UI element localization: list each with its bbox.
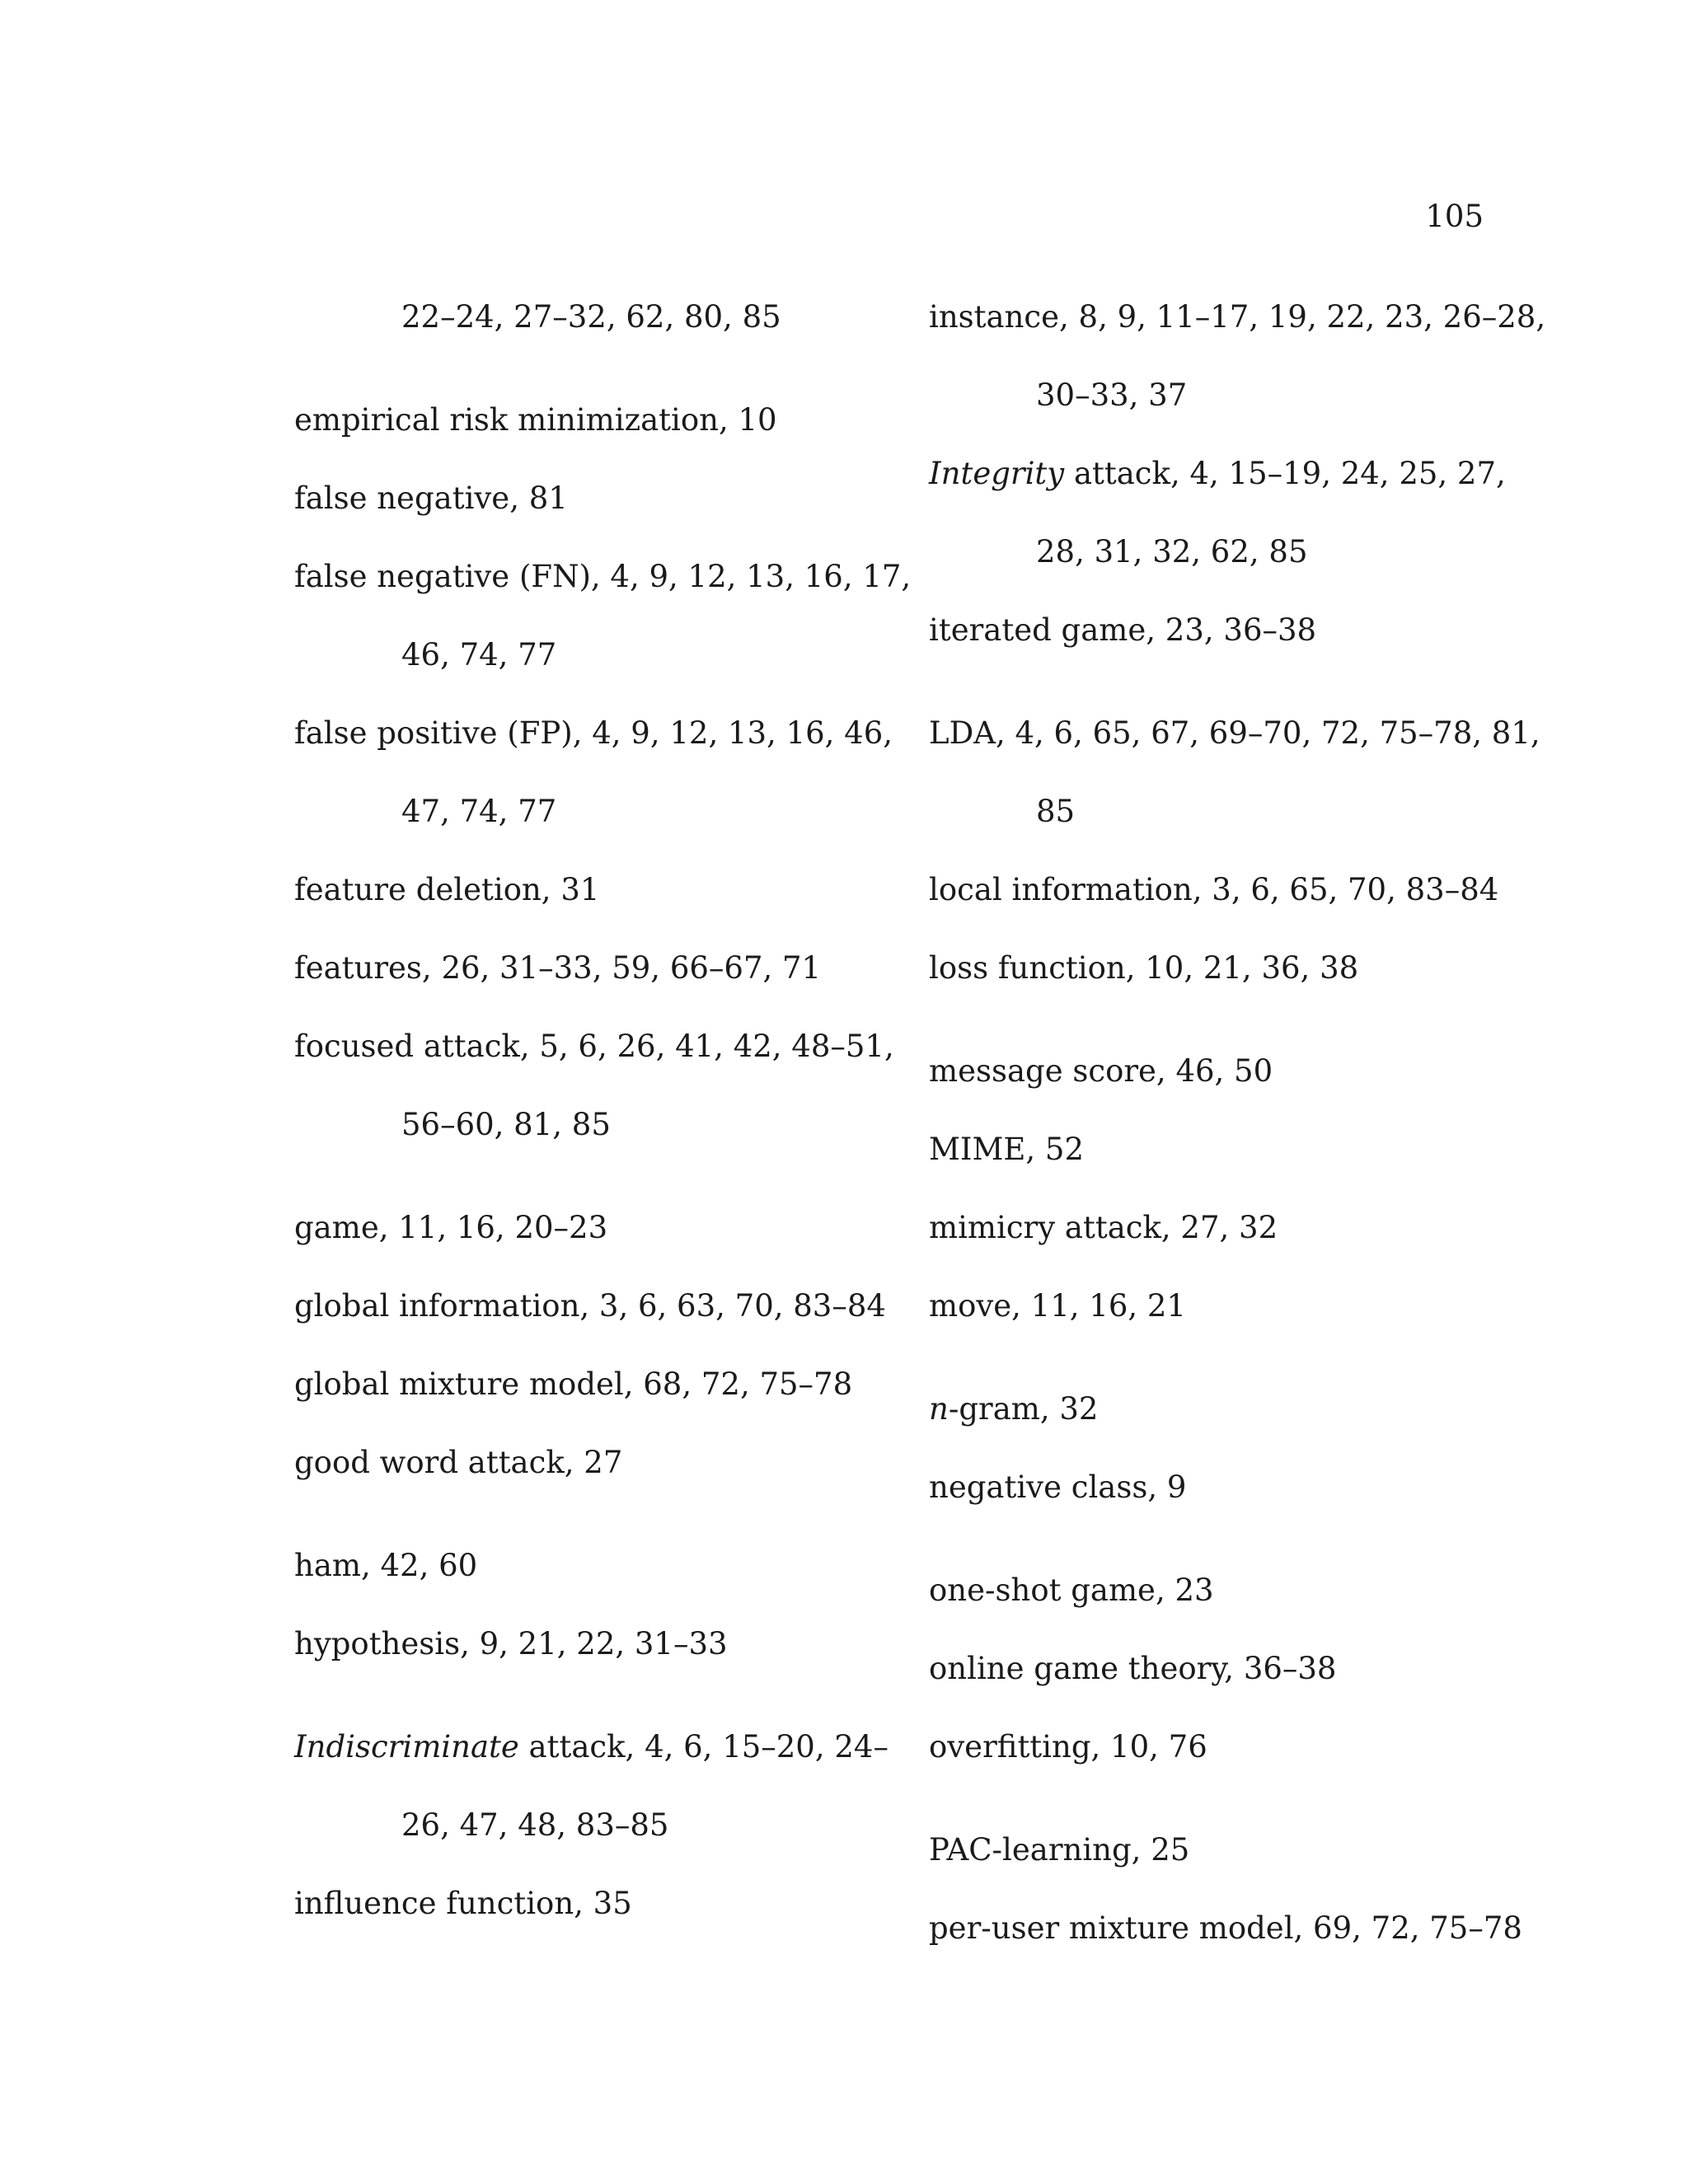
index-entry: focused attack, 5, 6, 26, 41, 42, 48–51,	[294, 1029, 894, 1064]
index-entry: overfitting, 10, 76	[929, 1729, 1207, 1765]
index-entry: global information, 3, 6, 63, 70, 83–84	[294, 1288, 886, 1324]
index-entry	[294, 1727, 904, 1768]
index-entry-rest: -gram, 32	[948, 1391, 1099, 1427]
index-entry-rest: attack, 4, 6, 15–20, 24–	[518, 1729, 889, 1765]
index-entry: one-shot game, 23	[929, 1572, 1214, 1608]
page-number: 105	[1425, 199, 1484, 234]
index-entry: global mixture model, 68, 72, 75–78	[294, 1366, 853, 1402]
index-entry: move, 11, 16, 21	[929, 1288, 1186, 1324]
index-entry-continuation: 30–33, 37	[1036, 377, 1188, 413]
index-entry-continuation: 47, 74, 77	[401, 794, 557, 829]
index-entry: features, 26, 31–33, 59, 66–67, 71	[294, 950, 822, 986]
index-entry-continuation: 28, 31, 32, 62, 85	[1036, 534, 1308, 569]
index-entry-rest: attack, 4, 15–19, 24, 25, 27,	[1064, 456, 1506, 491]
index-entry: online game theory, 36–38	[929, 1651, 1337, 1686]
index-entry: iterated game, 23, 36–38	[929, 612, 1317, 648]
index-entry: mimicry attack, 27, 32	[929, 1210, 1278, 1245]
index-entry: empirical risk minimization, 10	[294, 402, 777, 438]
index-entry-continuation: 46, 74, 77	[401, 637, 557, 673]
index-entry	[929, 1389, 1522, 1430]
index-entry: loss function, 10, 21, 36, 38	[929, 950, 1359, 986]
index-entry	[929, 453, 1522, 494]
index-term-italic: Indiscriminate	[294, 1729, 519, 1765]
index-entry-continuation: 56–60, 81, 85	[401, 1107, 611, 1142]
index-entry: local information, 3, 6, 65, 70, 83–84	[929, 872, 1499, 907]
index-entry: false negative (FN), 4, 9, 12, 13, 16, 17,	[294, 559, 912, 594]
index-entry: false negative, 81	[294, 480, 568, 516]
index-term-italic: n	[929, 1391, 949, 1427]
index-entry: instance, 8, 9, 11–17, 19, 22, 23, 26–28,	[929, 299, 1546, 335]
index-entry: PAC-learning, 25	[929, 1832, 1190, 1868]
index-entry: ham, 42, 60	[294, 1548, 478, 1583]
index-entry: MIME, 52	[929, 1132, 1084, 1167]
index-entry: influence function, 35	[294, 1886, 632, 1921]
index-right-column	[929, 297, 1546, 1949]
index-entry: per-user mixture model, 69, 72, 75–78	[929, 1910, 1522, 1946]
index-left-column	[294, 297, 912, 1924]
index-entry: hypothesis, 9, 21, 22, 31–33	[294, 1626, 728, 1661]
index-entry: feature deletion, 31	[294, 872, 600, 907]
index-entry: false positive (FP), 4, 9, 12, 13, 16, 46,	[294, 715, 893, 751]
index-entry: LDA, 4, 6, 65, 67, 69–70, 72, 75–78, 81,	[929, 715, 1540, 751]
index-entry: message score, 46, 50	[929, 1053, 1273, 1089]
index-entry: negative class, 9	[929, 1469, 1187, 1505]
index-entry: game, 11, 16, 20–23	[294, 1210, 608, 1245]
index-entry: good word attack, 27	[294, 1445, 623, 1480]
index-entry-continuation: 85	[1036, 794, 1076, 829]
index-term-italic: Integrity	[929, 456, 1065, 491]
index-entry-continuation: 26, 47, 48, 83–85	[401, 1807, 669, 1843]
index-entry-continuation: 22–24, 27–32, 62, 80, 85	[401, 299, 781, 335]
